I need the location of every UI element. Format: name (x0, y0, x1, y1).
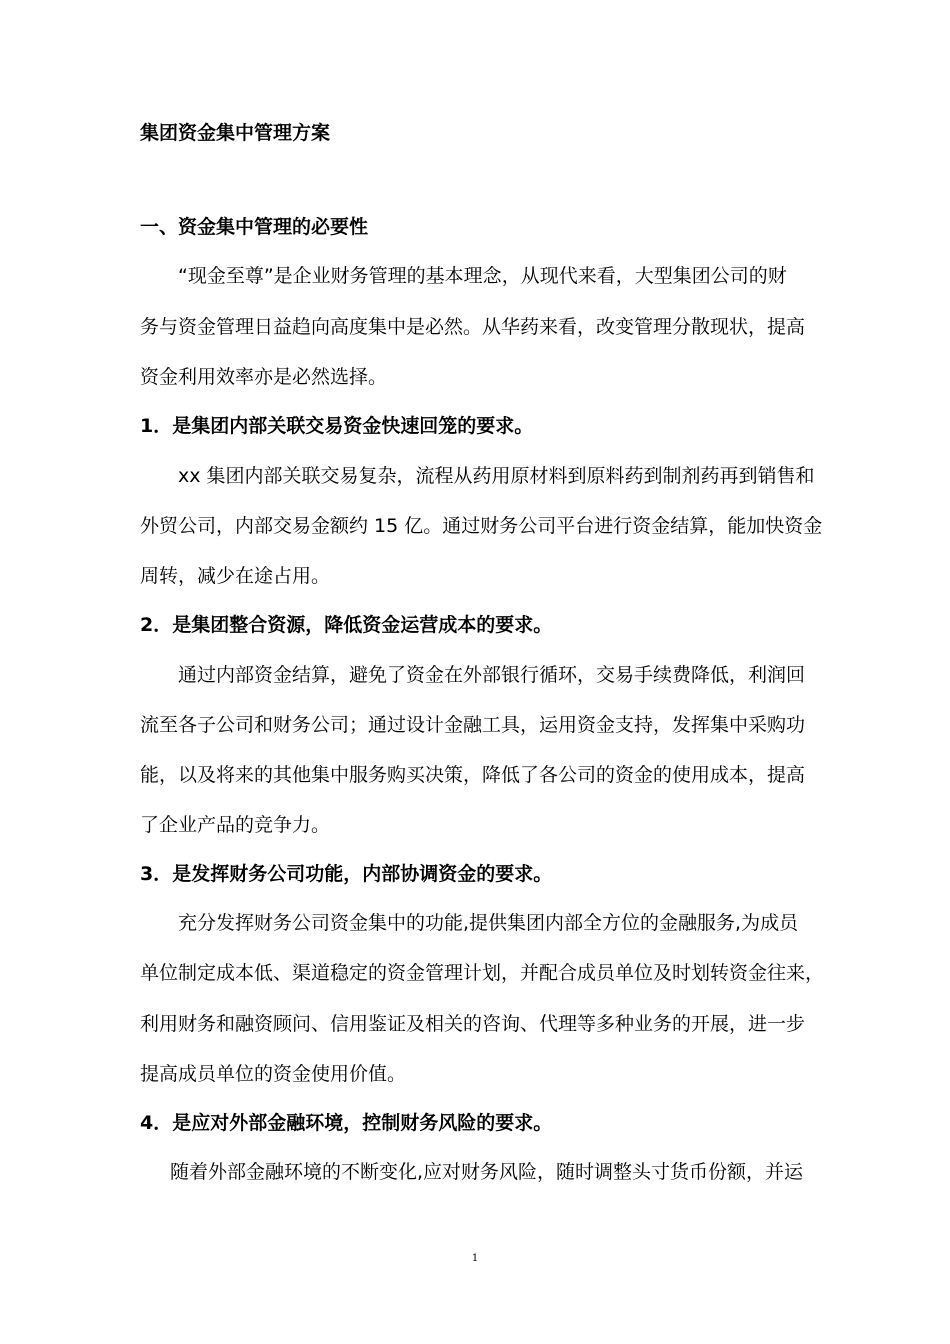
paragraph-line: 外贸公司，内部交易金额约 15 亿。通过财务公司平台进行资金结算，能加快资金 (140, 515, 823, 537)
document-title: 集团资金集中管理方案 (140, 122, 331, 144)
paragraph-line: 周转，减少在途占用。 (140, 565, 331, 587)
paragraph-line: 流至各子公司和财务公司；通过设计金融工具，运用资金支持，发挥集中采购功 (140, 714, 806, 736)
paragraph-line: 充分发挥财务公司资金集中的功能,提供集团内部全方位的金融服务,为成员 (178, 912, 799, 934)
paragraph-line: 资金利用效率亦是必然选择。 (140, 366, 388, 388)
point-heading: 4．是应对外部金融环境，控制财务风险的要求。 (140, 1112, 553, 1134)
paragraph-line: 单位制定成本低、渠道稳定的资金管理计划，并配合成员单位及时划转资金往来， (140, 962, 825, 984)
paragraph-line: xx 集团内部关联交易复杂，流程从药用原材料到原料药到制剂药再到销售和 (178, 465, 815, 487)
point-heading: 1．是集团内部关联交易资金快速回笼的要求。 (140, 415, 534, 437)
paragraph-line: 提高成员单位的资金使用价值。 (140, 1063, 407, 1085)
point-heading: 3．是发挥财务公司功能，内部协调资金的要求。 (140, 863, 553, 885)
paragraph-line: 了企业产品的竞争力。 (140, 814, 331, 836)
section-heading: 一、资金集中管理的必要性 (140, 216, 369, 238)
point-heading: 2．是集团整合资源，降低资金运营成本的要求。 (140, 614, 553, 636)
paragraph-line: “现金至尊”是企业财务管理的基本理念，从现代来看，大型集团公司的财 (178, 265, 787, 287)
paragraph-line: 能，以及将来的其他集中服务购买决策，降低了各公司的资金的使用成本，提高 (140, 764, 806, 786)
page-number: 1 (471, 1253, 479, 1264)
paragraph-line: 务与资金管理日益趋向高度集中是必然。从华药来看，改变管理分散现状，提高 (140, 316, 806, 338)
paragraph-line: 随着外部金融环境的不断变化,应对财务风险，随时调整头寸货币份额，并运 (170, 1161, 804, 1183)
paragraph-line: 通过内部资金结算，避免了资金在外部银行循环，交易手续费降低，利润回 (178, 664, 806, 686)
paragraph-line: 利用财务和融资顾问、信用鉴证及相关的咨询、代理等多种业务的开展，进一步 (140, 1013, 806, 1035)
